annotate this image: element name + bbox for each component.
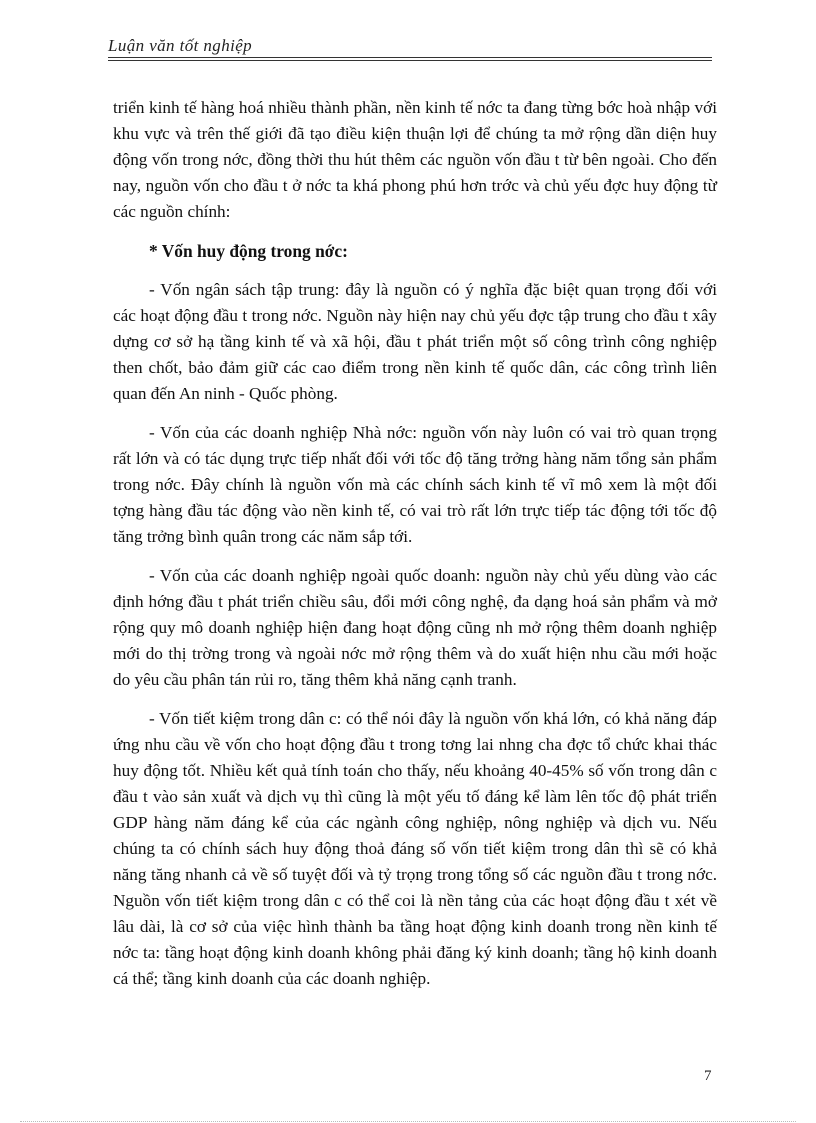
paragraph-state-budget: - Vốn ngân sách tập trung: đây là nguồn có ý nghĩa đặc biệt quan trọng đối với các hoạt động đầu t trong nớc. Nguồn này hiện nay chủ yếu đợc tập trung cho đầu t xây dựng cơ sở hạ tầng kinh tế và xã hội, đầu t phát triển một số công trình công nghiệp then chốt, bảo đảm giữ các cao điểm trong nền kinh tế quốc dân, các công trình liên quan đến An ninh - Quốc phòng. (113, 280, 717, 403)
header-rule (108, 57, 712, 61)
page-number: 7 (704, 1068, 712, 1084)
header-title: Luận văn tốt nghiệp (108, 36, 253, 55)
footer-divider (20, 1121, 796, 1122)
paragraph-intro: triển kinh tế hàng hoá nhiều thành phần, nền kinh tế nớc ta đang từng bớc hoà nhập với khu vực và trên thế giới đã tạo điều kiện thuận lợi để chúng ta mở rộng dần diện huy động vốn trong nớc, đồng thời thu hút thêm các nguồn vốn đầu t từ bên ngoài. Cho đến nay, nguồn vốn cho đầu t ở nớc ta khá phong phú hơn trớc và chủ yếu đợc huy động từ các nguồn chính: (113, 98, 717, 221)
section-heading: * Vốn huy động trong nớc: (149, 241, 348, 261)
document-body (113, 95, 717, 1005)
paragraph-private-enterprises: - Vốn của các doanh nghiệp ngoài quốc doanh: nguồn này chủ yếu dùng vào các định hớng đầu t phát triển chiều sâu, đổi mới công nghệ, đa dạng hoá sản phẩm và mở rộng quy mô doanh nghiệp hiện đang hoạt động cũng nh mở rộng thêm doanh nghiệp mới do thị trờng trong và ngoài nớc mở rộng thêm và do xuất hiện nhu cầu mới hoặc do yêu cầu phân tán rủi ro, tăng thêm khả năng cạnh tranh. (113, 566, 717, 689)
paragraph-state-enterprises: - Vốn của các doanh nghiệp Nhà nớc: nguồn vốn này luôn có vai trò quan trọng rất lớn và có tác dụng trực tiếp nhất đối với tốc độ tăng trởng hàng năm tổng sản phẩm trong nớc. Đây chính là nguồn vốn mà các chính sách kinh tế vĩ mô xem là một đối tợng hàng đầu tác động vào nền kinh tế, có vai trò rất lớn trực tiếp tác động tới tốc độ tăng trởng bình quân trong các năm sắp tới. (113, 423, 717, 546)
page-header (108, 36, 712, 61)
paragraph-household-savings: - Vốn tiết kiệm trong dân c: có thể nói đây là nguồn vốn khá lớn, có khả năng đáp ứng nhu cầu về vốn cho hoạt động đầu t trong tơng lai nhng cha đợc tổ chức khai thác huy động tốt. Nhiều kết quả tính toán cho thấy, nếu khoảng 40-45% số vốn trong dân c đầu t vào sản xuất và dịch vụ thì cũng là một yếu tố đáng kể làm lên tốc độ phát triển GDP hàng năm đáng kể của các ngành công nghiệp, nông nghiệp và dịch vu. Nếu chúng ta có chính sách huy động thoả đáng số vốn tiết kiệm trong dân thì sẽ có khả năng tăng nhanh cả về số tuyệt đối và tỷ trọng trong tổng số các nguồn đầu t trong nớc. Nguồn vốn tiết kiệm trong dân c có thể coi là nền tảng của các hoạt động đầu t xét về lâu dài, là cơ sở của việc hình thành ba tầng hoạt động kinh doanh trong nền kinh tế nớc ta: tầng hoạt động kinh doanh không phải đăng ký kinh doanh; tầng hộ kinh doanh cá thể; tầng kinh doanh của các doanh nghiệp. (113, 709, 717, 988)
